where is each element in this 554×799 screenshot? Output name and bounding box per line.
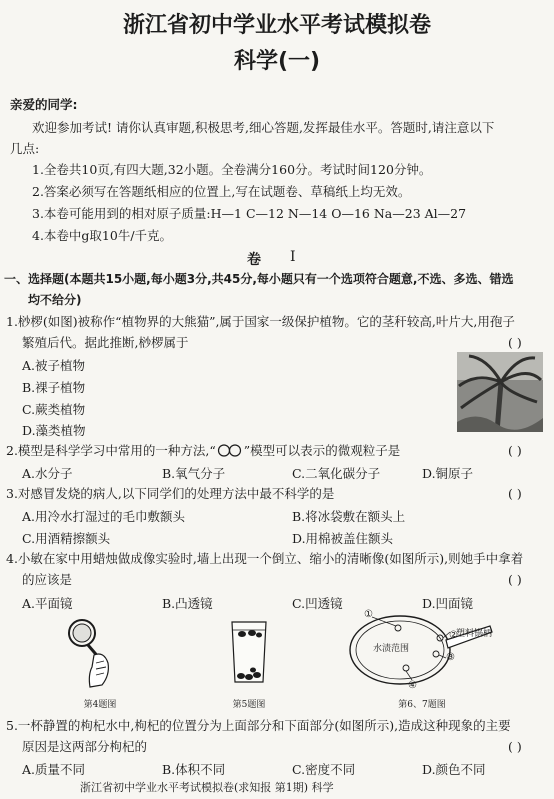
note-2: 2.答案必须写在答题纸相应的位置上,写在试题卷、草稿纸上均无效。 — [32, 184, 411, 199]
q4-stem-cont: 的应该是 — [22, 572, 73, 587]
pan-mark-4: ④ — [408, 680, 417, 691]
goji-glass-figure — [228, 618, 270, 686]
roll-label: 卷 — [247, 252, 261, 268]
figure-caption-q5: 第5题图 — [232, 700, 266, 710]
pan-mark-3: ③ — [446, 652, 455, 663]
q3-option-c: C.用酒精擦额头 — [22, 531, 111, 546]
q3-option-a: A.用冷水打湿过的毛巾敷额头 — [22, 509, 186, 524]
q3-stem: 3.对感冒发烧的病人,以下同学们的处理方法中最不科学的是 — [6, 486, 335, 501]
q4-option-b: B.凸透镜 — [162, 596, 213, 611]
q4-option-c: C.凹透镜 — [292, 596, 343, 611]
q4-option-a: A.平面镜 — [22, 596, 73, 611]
q1-option-c: C.蕨类植物 — [22, 402, 86, 417]
q2-answer-blank: ( ) — [508, 443, 522, 458]
greeting: 亲爱的同学: — [10, 97, 78, 112]
paper-title: 浙江省初中学业水平考试模拟卷 — [122, 13, 431, 38]
q2-stem-part2: ”模型可以表示的微观粒子是 — [243, 443, 401, 458]
q5-option-c: C.密度不同 — [292, 762, 356, 777]
note-3: 3.本卷可能用到的相对原子质量:H—1 C—12 N—14 O—16 Na—23 Al—27 — [32, 206, 467, 221]
q4-stem: 4.小敏在家中用蜡烛做成像实验时,墙上出现一个倒立、缩小的清晰像(如图所示),则她手中拿着 — [6, 551, 524, 566]
figure-caption-q6-7: 第6、7题图 — [398, 700, 446, 710]
q1-option-d: D.藻类植物 — [22, 423, 86, 438]
q1-stem: 1.桫椤(如图)被称作“植物界的大熊猫”,属于国家一级保护植物。它的茎秆较高,叶片大,用孢子 — [6, 314, 515, 329]
q2-option-a: A.水分子 — [22, 466, 73, 481]
q1-answer-blank: ( ) — [508, 335, 522, 350]
q2-option-c: C.二氧化碳分子 — [292, 466, 381, 481]
intro-line2: 几点: — [10, 141, 40, 156]
page-footer: 浙江省初中学业水平考试模拟卷(求知报 第1期) 科学 — [80, 781, 334, 794]
pan-mark-2: ② — [449, 630, 458, 641]
pan-water-stain-figure — [340, 608, 500, 690]
q3-option-b: B.将冰袋敷在额头上 — [292, 509, 406, 524]
q4-answer-blank: ( ) — [508, 572, 522, 587]
molecule-model-icon — [216, 444, 244, 457]
intro-line1: 欢迎参加考试! 请你认真审题,积极思考,细心答题,发挥最佳水平。答题时,请注意以下 — [32, 120, 495, 135]
pan-mark-1: ① — [364, 609, 373, 620]
plastic-handle-label: 塑料锅柄 — [456, 629, 493, 639]
q5-stem: 5.一杯静置的枸杞水中,枸杞的位置分为上面部分和下面部分(如图所示),造成这种现象的主要 — [6, 718, 511, 733]
hand-holding-lens-figure — [60, 615, 130, 690]
q3-answer-blank: ( ) — [508, 486, 522, 501]
figure-caption-q4: 第4题图 — [83, 700, 117, 710]
q2-option-d: D.铜原子 — [422, 466, 474, 481]
q2-option-b: B.氧气分子 — [162, 466, 226, 481]
q5-option-a: A.质量不同 — [22, 762, 86, 777]
q2-stem-part1: 2.模型是科学学习中常用的一种方法,“ — [6, 443, 216, 458]
section-heading: 一、选择题(本题共15小题,每小题3分,共45分,每小题只有一个选项符合题意,不选、多选、错选 — [4, 272, 514, 286]
section-heading-cont: 均不给分) — [28, 293, 82, 307]
q5-answer-blank: ( ) — [508, 739, 522, 754]
tree-fern-photo — [457, 352, 543, 432]
q3-option-d: D.用棉被盖住额头 — [292, 531, 394, 546]
q5-stem-cont: 原因是这两部分枸杞的 — [22, 739, 148, 754]
paper-subtitle: 科学(一) — [233, 49, 321, 74]
q1-option-b: B.裸子植物 — [22, 380, 86, 395]
q2-stem — [6, 443, 400, 459]
water-stain-label: 水渍范围 — [373, 644, 410, 654]
note-4: 4.本卷中g取10牛/千克。 — [32, 228, 173, 243]
q1-stem-cont: 繁殖后代。据此推断,桫椤属于 — [22, 335, 189, 350]
q5-option-d: D.颜色不同 — [422, 762, 486, 777]
q5-option-b: B.体积不同 — [162, 762, 226, 777]
roll-roman: I — [290, 249, 296, 265]
q4-option-d: D.凹面镜 — [422, 596, 474, 611]
q1-option-a: A.被子植物 — [22, 358, 86, 373]
note-1: 1.全卷共10页,有四大题,32小题。全卷满分160分。考试时间120分钟。 — [32, 162, 432, 177]
